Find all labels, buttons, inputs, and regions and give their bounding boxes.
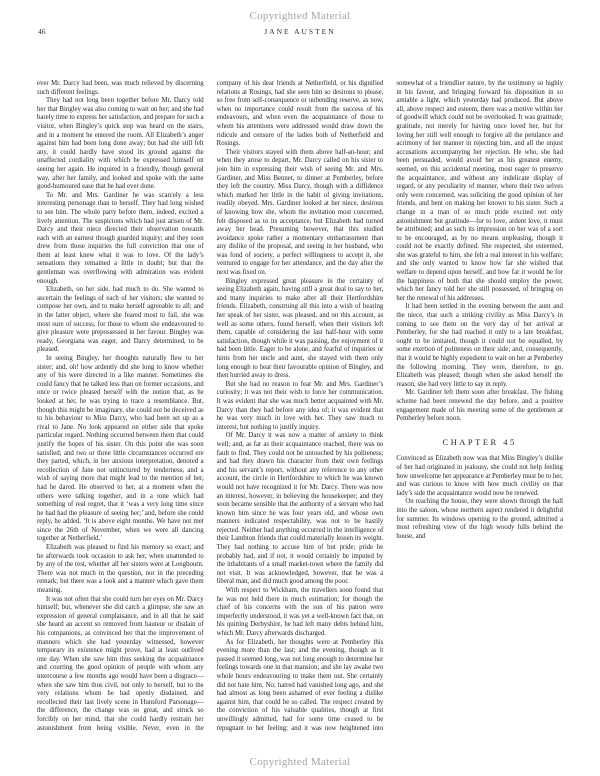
paragraph: As for Elizabeth, her thoughts were at Pemberley this evening more than the last; and the evening, though as it passed it seemed long, was not long enough to determine her feelings towards one in that mansion; and she lay awake two whole hours endeavouring to make them out. She certainly did not hate him. No; hatred had vanished long ago, and she had almost as long been ashamed of ever feeling a dislike against him, that could be so called. The respect created by the conviction of his valuable qualities, though at first unwillingly admitted, had for some time ceased to be repugnant to her feeling; and it was now heightened into somewhat of a friendlier nature, by the testimony so highly in his favour, and bringing forward his disposition in so amiable a light, which yesterday had produced. But above all, above respect and esteem, there was a motive within her of goodwill which could not be overlooked. It was gratitude; gratitude, not merely for having once loved her, but for loving her still well enough to forgive all the petulance and acrimony of her manner in rejecting him, and all the unjust accusations accompanying her rejection. He who, she had been persuaded, would avoid her as his greatest enemy, seemed, on this accidental meeting, most eager to preserve the acquaintance, and without any indelicate display of regard, or any peculiarity of manner, where their two selves only were concerned, was soliciting the good opinion of her friends, and bent on making her known to his sister. Such a change in a man of so much pride excited not only astonishment but gratitude—for to love, ardent love, it must be attributed; and as such its impression on her was of a sort to be encouraged, as by no means unpleasing, though it could not be exactly defined. She respected, she esteemed, she was grateful to him, she felt a real interest in his welfare; and she only wanted to know how far she wished that welfare to depend upon herself, and how far it would be for the happiness of both that she should employ the power, which her fancy told her she still possessed, of bringing on her the renewal of his addresses. — [216, 80, 563, 732]
text-columns — [37, 80, 563, 740]
paragraph: With respect to Wickham, the travellers soon found that he was not held there in much estimation; for though the chief of his concerns with the son of his patron were imperfectly understood, it was yet a well-known fact that, on his quitting Derbyshire, he had left many debts behind him, which Mr. Darcy afterwards discharged. — [216, 587, 384, 637]
paragraph: Their visitors stayed with them above half-an-hour; and when they arose to depart, Mr. Darcy called on his sister to join him in expressing their wish of seeing Mr. and Mrs. Gardiner, and Miss Bennet, to dinner at Pemberley, before they left the country. Miss Darcy, though with a diffidence which marked her little in the habit of giving invitations, readily obeyed. Mrs. Gardiner looked at her niece, desirous of knowing how she, whom the invitation most concerned, felt disposed as to its acceptance, but Elizabeth had turned away her head. Presuming however, that this studied avoidance spoke rather a momentary embarrassment than any dislike of the proposal, and seeing in her husband, who was fond of society, a perfect willingness to accept it, she ventured to engage for her attendance, and the day after the next was fixed on. — [216, 148, 384, 277]
paragraph: It was not often that she could turn her eyes on Mr. Darcy himself; but, whenever she did catch a glimpse, she saw an expression of general complaisance, and in all that he said she heard an accent so removed from hauteur or disdain of his companions, as convinced her that the improvement of manners which she had yesterday witnessed, however temporary its existence might prove, had at least outlived one day. When she saw him thus seeking the acquaintance and courting the good opinion of people with whom any intercourse a few months ago would have been a disgrace—when she saw him thus civil, not only to herself, but to the very relations whom he had openly disdained, and recollected their last lively scene in Hunsford Parsonage—the difference, the change was so great, and struck so forcibly on her mind, that she could hardly restrain her astonishment from being visible. Never, even in the company of his dear friends at Netherfield, or his dignified relations at Rosings, had she seen him so desirous to please, so free from self-consequence or unbending reserve, as now, when no importance could result from the success of his endeavours, and when even the acquaintance of those to whom his attentions were addressed would draw down the ridicule and censure of the ladies both of Netherfield and Rosings. — [37, 80, 384, 732]
paragraph: They had not long been together before Mr. Darcy told her that Bingley was also coming to wait on her; and she had barely time to express her satisfaction, and prepare for such a visitor, when Bingley’s quick step was heard on the stairs, and in a moment he entered the room. All Elizabeth’s anger against him had been long done away; but had she still felt any, it could hardly have stood its ground against the unaffected cordiality with which he expressed himself on seeing her again. He inquired in a friendly, though general way, after her family, and looked and spoke with the same good-humoured ease that he had ever done. — [37, 97, 204, 191]
paragraph: It had been settled in the evening between the aunt and the niece, that such a striking civility as Miss Darcy’s in coming to see them on the very day of her arrival at Pemberley, for she had reached it only to a late breakfast, ought to be imitated, though it could not be equalled, by some exertion of politeness on their side; and, consequently, that it would be highly expedient to wait on her at Pemberley the following morning. They were, therefore, to go. Elizabeth was pleased; though when she asked herself the reason, she had very little to say in reply. — [396, 303, 563, 388]
watermark-top: Copyrighted Material — [249, 10, 351, 22]
paragraph: But she had no reason to fear Mr. and Mrs. Gardiner’s curiosity; it was not their wish to force her communication. It was evident that she was much better acquainted with Mr. Darcy than they had before any idea of; it was evident that he was very much in love with her. They saw much to interest, but nothing to justify inquiry. — [216, 380, 384, 431]
paragraph: On reaching the house, they were shown through the hall into the saloon, whose northern aspect rendered it delightful for summer. Its windows opening to the ground, admitted a most refreshing view of the high woody hills behind the house, and — [396, 498, 563, 540]
paragraph: To Mr. and Mrs. Gardiner he was scarcely a less interesting personage than to herself. They had long wished to see him. The whole party before them, indeed, excited a lively attention. The suspicions which had just arisen of Mr. Darcy and their niece directed their observation towards each with an earnest though guarded inquiry; and they soon drew from those inquiries the full conviction that one of them at least knew what it was to love. Of the lady’s sensations they remained a little in doubt; but that the gentleman was overflowing with admiration was evident enough. — [37, 191, 204, 285]
paragraph: In seeing Bingley, her thoughts naturally flew to her sister; and, oh! how ardently did she long to know whether any of his were directed in a like manner. Sometimes she could fancy that he talked less than on former occasions, and once or twice pleased herself with the notion that, as he looked at her, he was trying to trace a resemblance. But, though this might be imaginary, she could not be deceived as to his behaviour to Miss Darcy, who had been set up as a rival to Jane. No look appeared on either side that spoke particular regard. Nothing occurred between them that could justify the hopes of his sister. On this point she was soon satisfied; and two or three little circumstances occurred ere they parted, which, in her anxious interpretation, denoted a recollection of Jane not untinctured by tenderness, and a wish of saying more that might lead to the mention of her, had he dared. He observed to her, at a moment when the others were talking together, and in a tone which had something of real regret, that it ‘was a very long time since he had had the pleasure of seeing her;’ and, before she could reply, he added, ‘It is above eight months. We have not met since the 26th of November, when we were all dancing together at Netherfield.’ — [37, 355, 204, 543]
paragraph: Convinced as Elizabeth now was that Miss Bingley’s dislike of her had originated in jealousy, she could not help feeling how unwelcome her appearance at Pemberley must be to her, and was curious to know with how much civility on that lady’s side the acquaintance would now be renewed. — [396, 455, 563, 497]
chapter-heading: CHAPTER 45 — [442, 436, 517, 447]
paragraph: Bingley expressed great pleasure in the certainty of seeing Elizabeth again, having still a great deal to say to her, and many inquiries to make after all their Hertfordshire friends. Elizabeth, construing all this into a wish of hearing her speak of her sister, was pleased, and on this account, as well as some others, found herself, when their visitors left them, capable of considering the last half-hour with some satisfaction, though while it was passing, the enjoyment of it had been little. Eager to be alone, and fearful of inquiries or hints from her uncle and aunt, she stayed with them only long enough to hear their favourable opinion of Bingley, and then hurried away to dress. — [216, 277, 384, 380]
watermark-bottom: Copyrighted Material — [249, 756, 351, 768]
running-header: JANE AUSTEN — [264, 27, 336, 36]
paragraph: Elizabeth was pleased to find his memory so exact; and he afterwards took occasion to ask her, when unattended to by any of the rest, whether all her sisters were at Longbourn. There was not much in the question, nor in the preceding remark; but there was a look and a manner which gave them meaning. — [37, 544, 204, 595]
paragraph: Mr. Gardiner left them soon after breakfast. The fishing scheme had been renewed the day before, and a positive engagement made of his meeting some of the gentlemen at Pemberley before noon. — [396, 389, 563, 423]
paragraph: ever Mr. Darcy had been, was much relieved by discerning such different feelings. — [37, 80, 204, 96]
paragraph: Of Mr. Darcy it was now a matter of anxiety to think well; and, as far as their acquaintance reached, there was no fault to find. They could not be untouched by his politeness; and had they drawn his character from their own feelings and his servant’s report, without any reference to any other account, the circle in Hertfordshire to which he was known would not have recognized it for Mr. Darcy. There was now an interest, however, in believing the housekeeper; and they soon became sensible that the authority of a servant who had known him since he was four years old, and whose own manners indicated respectability, was not to be hastily rejected. Neither had anything occurred in the intelligence of their Lambton friends that could materially lessen its weight. They had nothing to accuse him of but pride; pride he probably had, and if not, it would certainly be imputed by the inhabitants of a small market-town where the family did not visit. It was acknowledged, however, that he was a liberal man, and did much good among the poor. — [216, 432, 384, 586]
page-number: 46 — [38, 27, 46, 36]
paragraph: Elizabeth, on her side, had much to do. She wanted to ascertain the feelings of each of her visitors; she wanted to compose her own, and to make herself agreeable to all; and in the latter object, where she feared most to fail, she was most sure of success, for those to whom she endeavoured to give pleasure were prepossessed in her favour. Bingley was ready, Georgiana was eager, and Darcy determined, to be pleased. — [37, 286, 204, 354]
